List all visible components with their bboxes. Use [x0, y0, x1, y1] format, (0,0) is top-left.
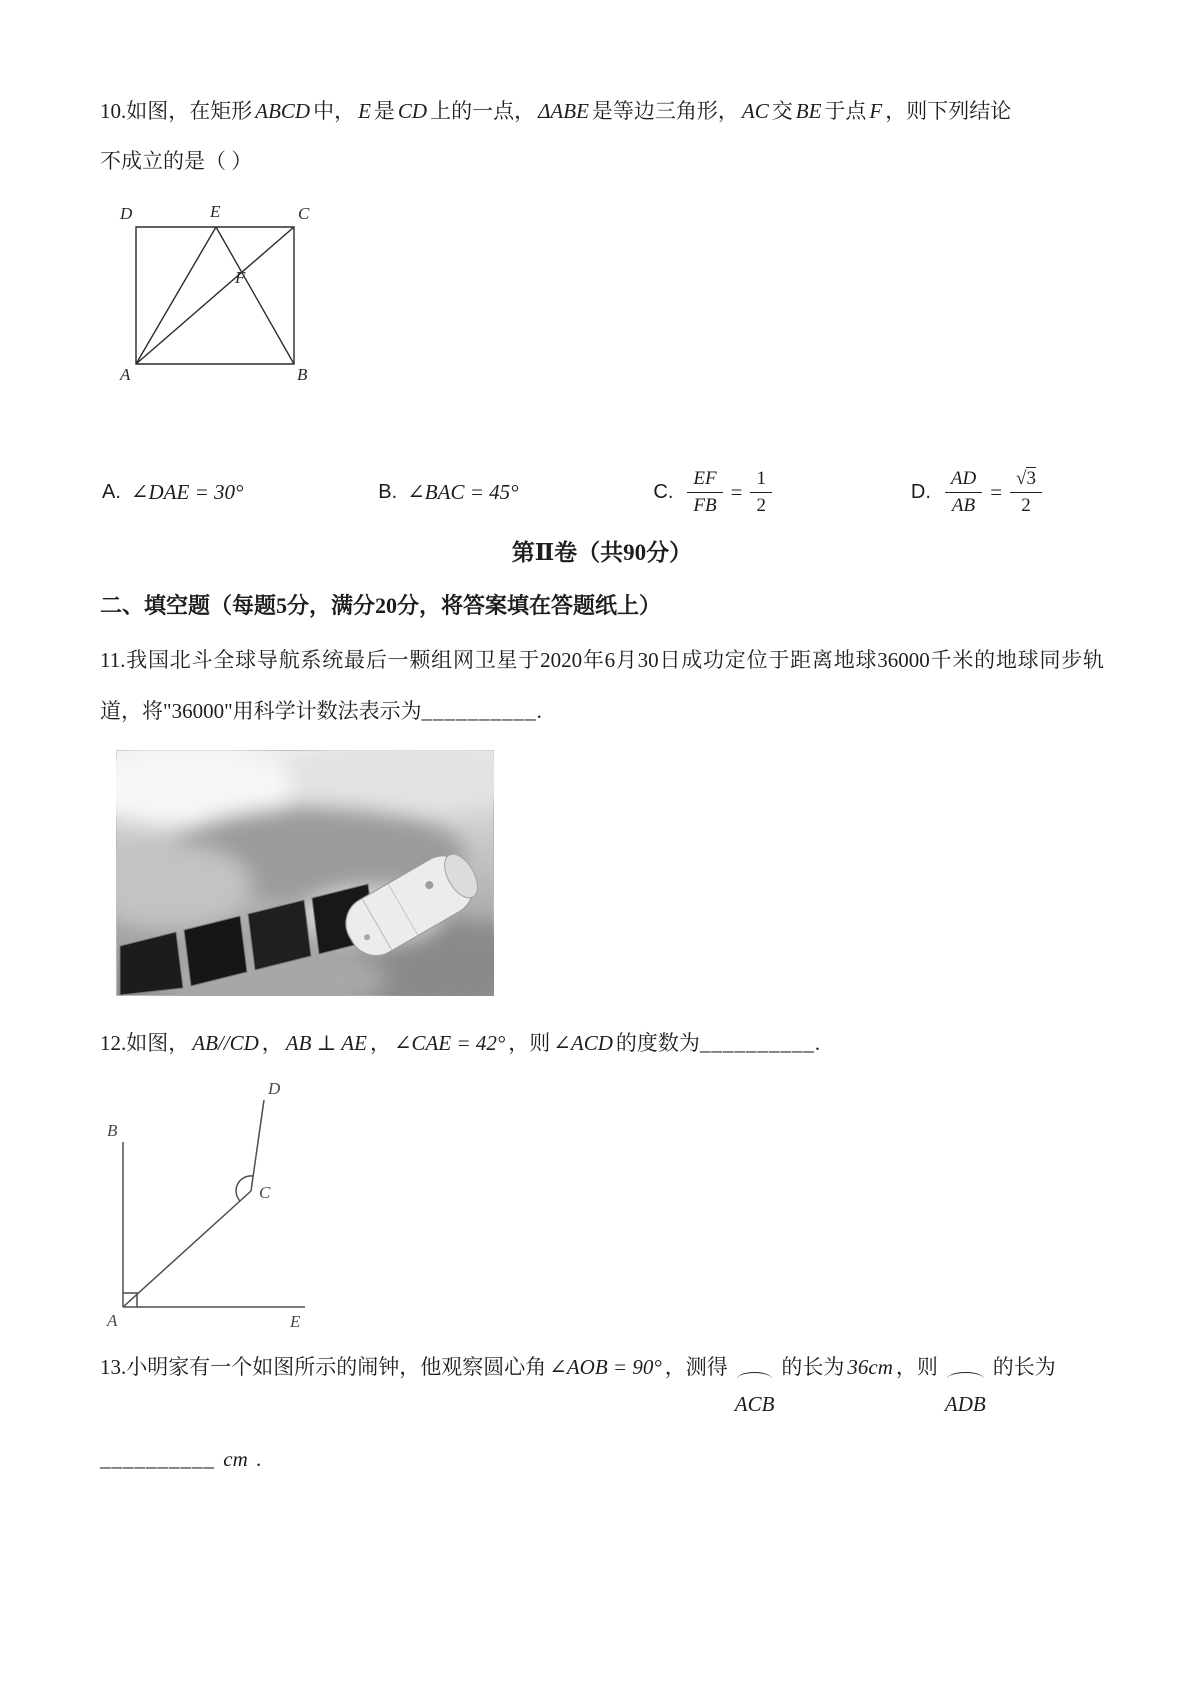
arc-letters: ACB	[734, 1392, 775, 1417]
q12-math-run: AB//CD	[192, 1030, 259, 1055]
q10-math-run: ΔABE	[538, 99, 589, 123]
q13-answer-blank: __________	[100, 1446, 215, 1471]
q12-period: .	[814, 1030, 821, 1055]
fraction-1-2	[750, 467, 772, 519]
fraction-denominator: AB	[951, 495, 976, 517]
q12-math-run: ∠ACD	[553, 1030, 613, 1055]
q10-text-run: 交	[771, 99, 793, 123]
q10-math-run: CD	[397, 99, 428, 123]
q13-text-run: 13.小明家有一个如图所示的闹钟，他观察圆心角	[100, 1355, 547, 1380]
q11-text-run: 11.我国北斗全球导航系统最后一颗组网卫星于2020年6月30日成功定位于距离地球36000千米的地球同步轨道，将"36000"用科学计数法表示为	[100, 648, 1104, 723]
q12-math-run: AB ⊥ AE	[285, 1030, 367, 1055]
fill-in-section-title: 二、填空题（每题5分，满分20分，将答案填在答题纸上）	[100, 592, 662, 618]
arc-over-icon	[737, 1372, 773, 1379]
figure-q11-container	[116, 750, 1104, 1002]
q10-text-run: 不成立的是（ ）	[100, 149, 253, 174]
segment-DC	[251, 1100, 264, 1191]
q12-text-run: ，则	[508, 1030, 551, 1055]
q13-text-run: ，测得	[664, 1355, 728, 1380]
arc-notation-ACB	[732, 1372, 778, 1429]
fraction-numerator: 1	[750, 467, 772, 494]
fraction-numerator: EF	[687, 467, 722, 494]
option-b-math: ∠BAC = 45°	[407, 480, 519, 505]
fraction-numerator: AD	[945, 467, 982, 494]
q13-text-run: 的长为	[781, 1355, 845, 1380]
q13-text-run: 的长为	[992, 1355, 1056, 1380]
point-label-A: A	[120, 364, 131, 383]
section-ii-title: 第Ⅱ卷（共90分）	[511, 539, 693, 565]
question-10-text	[100, 86, 1104, 136]
figure-q12-angle-diagram	[100, 1078, 335, 1330]
point-label-B: B	[297, 364, 308, 383]
arc-over-icon	[947, 1372, 984, 1379]
point-label-E: E	[290, 1312, 301, 1331]
q10-text-run: 是等边三角形，	[591, 99, 739, 123]
q10-math-run: ABCD	[255, 99, 311, 123]
figure-q12-lines	[123, 1100, 305, 1307]
q10-text-run: 于点	[824, 99, 867, 123]
arc-notation-ADB	[942, 1372, 989, 1429]
point-label-B: B	[107, 1121, 118, 1141]
figure-q12-container	[100, 1078, 1104, 1336]
q12-text-run: ，	[369, 1030, 391, 1055]
q11-answer-blank: __________	[421, 698, 537, 723]
q13-unit: cm	[223, 1446, 248, 1471]
equals-sign: =	[990, 480, 1003, 505]
option-b-label: B.	[378, 481, 398, 504]
segment-CA	[123, 1191, 251, 1307]
question-13-answer-line	[100, 1434, 1104, 1484]
q10-text-run: 10.如图，在矩形	[100, 99, 253, 123]
option-a-label: A.	[102, 481, 121, 504]
fraction-denominator: 2	[756, 495, 766, 517]
point-label-A: A	[107, 1311, 118, 1331]
q10-math-run: F	[869, 99, 883, 123]
option-d	[911, 467, 1046, 519]
question-12-text	[100, 1018, 1104, 1068]
q12-math-run: ∠CAE = 42°	[393, 1030, 506, 1055]
q10-text-run: 上的一点，	[430, 99, 536, 123]
segment-AC	[136, 227, 294, 364]
option-a	[102, 480, 243, 505]
point-label-E: E	[210, 201, 221, 221]
q10-text-run: 是	[373, 99, 395, 123]
fraction-EF-FB	[687, 467, 722, 519]
q10-text-run: ，则下列结论	[885, 99, 1012, 123]
question-13-text	[100, 1342, 1104, 1429]
point-label-C: C	[259, 1183, 271, 1203]
q12-answer-blank: __________	[699, 1030, 815, 1055]
question-10-text-line2	[100, 136, 1104, 186]
option-c-label: C.	[653, 481, 674, 504]
figure-q10-rectangle-diagram	[114, 201, 314, 383]
fraction-sqrt3-2	[1010, 467, 1042, 519]
radical-argument: 3	[1026, 467, 1036, 489]
q10-math-run: E	[358, 99, 371, 123]
point-label-C: C	[298, 203, 310, 223]
option-a-math: ∠DAE = 30°	[130, 480, 244, 505]
equals-sign: =	[730, 480, 743, 505]
q13-period: .	[256, 1446, 262, 1471]
point-label-D: D	[268, 1079, 281, 1099]
q13-math-run: 36cm	[847, 1355, 893, 1380]
q11-period: .	[536, 698, 542, 723]
figure-q10-container	[114, 201, 1104, 389]
q13-text-run: ，则	[895, 1355, 938, 1380]
fraction-denominator: FB	[693, 495, 717, 517]
fraction-AD-AB	[945, 467, 982, 519]
fraction-numerator	[1010, 467, 1042, 494]
option-d-label: D.	[910, 481, 931, 504]
q12-text-run: ，	[261, 1030, 283, 1055]
q12-text-run: 的度数为	[615, 1030, 700, 1055]
satellite-photo-image	[116, 750, 494, 996]
fraction-denominator: 2	[1021, 495, 1031, 517]
option-b	[378, 480, 518, 505]
segment-BE	[216, 227, 294, 364]
option-c	[653, 467, 776, 519]
arc-letters: ADB	[944, 1392, 986, 1417]
radical-sign: √	[1016, 467, 1027, 489]
q13-math-run: ∠AOB = 90°	[549, 1355, 662, 1380]
q10-text-run: 中，	[313, 99, 356, 123]
question-11-text	[100, 635, 1104, 736]
q10-math-run: AC	[741, 99, 769, 123]
figure-q10-lines	[136, 227, 294, 364]
q10-math-run: BE	[795, 99, 822, 123]
point-label-D: D	[120, 203, 133, 223]
q10-options-row	[102, 461, 1104, 525]
point-label-F: F	[235, 267, 246, 287]
q12-text-run: 12.如图，	[100, 1030, 190, 1055]
segment-AE	[136, 227, 216, 364]
